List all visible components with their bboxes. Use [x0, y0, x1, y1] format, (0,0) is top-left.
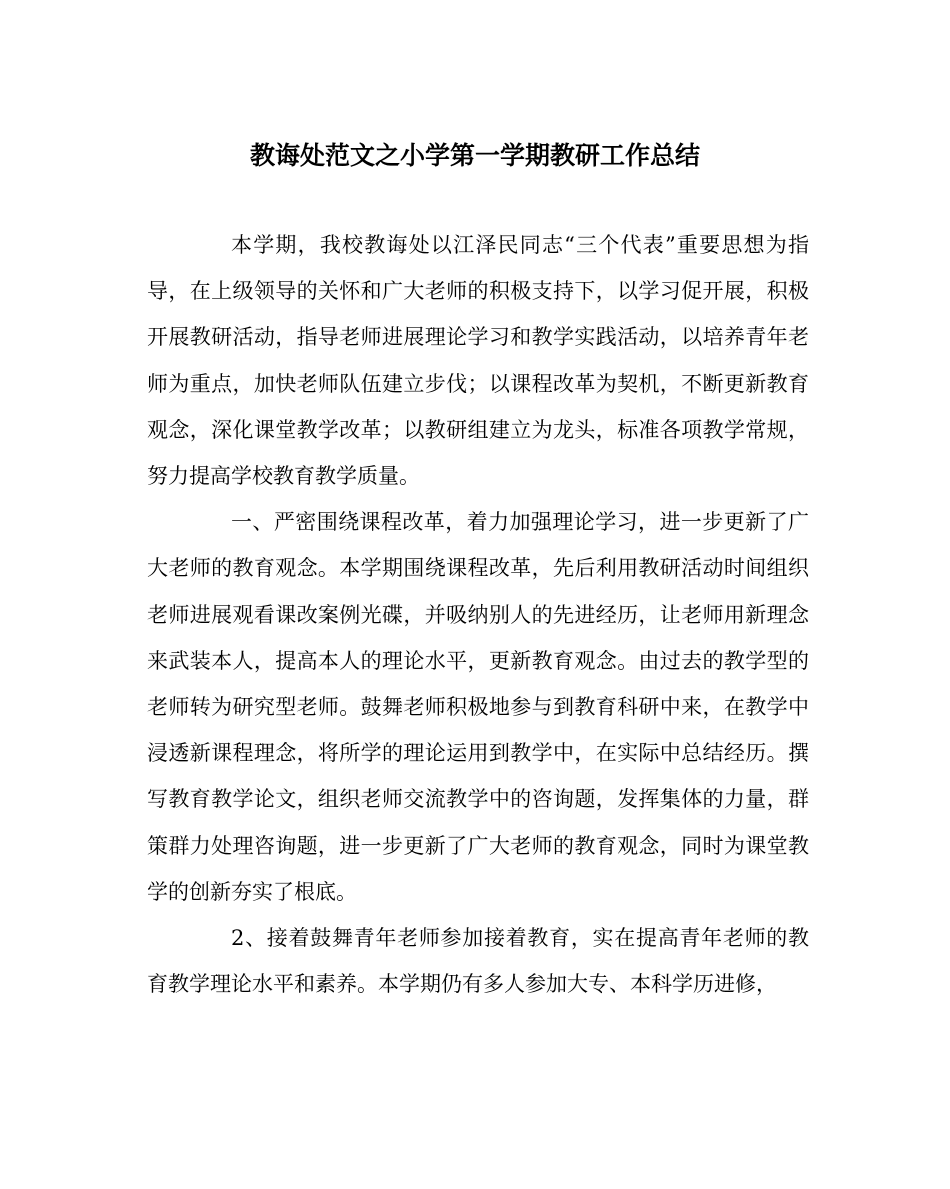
paragraph-intro: 本学期，我校教诲处以江泽民同志“三个代表”重要思想为指导，在上级领导的关怀和广大老师的积极支持下，以学习促开展，积极开展教研活动，指导老师进展理论学习和教学实践活动，以培养青年老师为重点，加快老师队伍建立步伐；以课程改革为契机，不断更新教育观念，深化课堂教学改革；以教研组建立为龙头，标准各项教学常规，努力提高学校教育教学质量。	[147, 233, 809, 489]
paragraph-section-2: 2、接着鼓舞青年老师参加接着教育，实在提高青年老师的教育教学理论水平和素养。本学期仍有多人参加大专、本科学历进修，	[147, 926, 809, 997]
document-title: 教诲处范文之小学第一学期教研工作总结	[249, 141, 700, 170]
paragraph-section-1: 一、严密围绕课程改革，着力加强理论学习，进一步更新了广大老师的教育观念。本学期围绕课程改革，先后利用教研活动时间组织老师进展观看课改案例光碟，并吸纳别人的先进经历，让老师用新理念来武装本人，提高本人的理论水平，更新教育观念。由过去的教学型的老师转为研究型老师。鼓舞老师积极地参与到教育科研中来，在教学中浸透新课程理念，将所学的理论运用到教学中，在实际中总结经历。撰写教育教学论文，组织老师交流教学中的咨询题，发挥集体的力量，群策群力处理咨询题，进一步更新了广大老师的教育观念，同时为课堂教学的创新夯实了根底。	[147, 510, 809, 904]
document-body	[147, 222, 809, 1007]
